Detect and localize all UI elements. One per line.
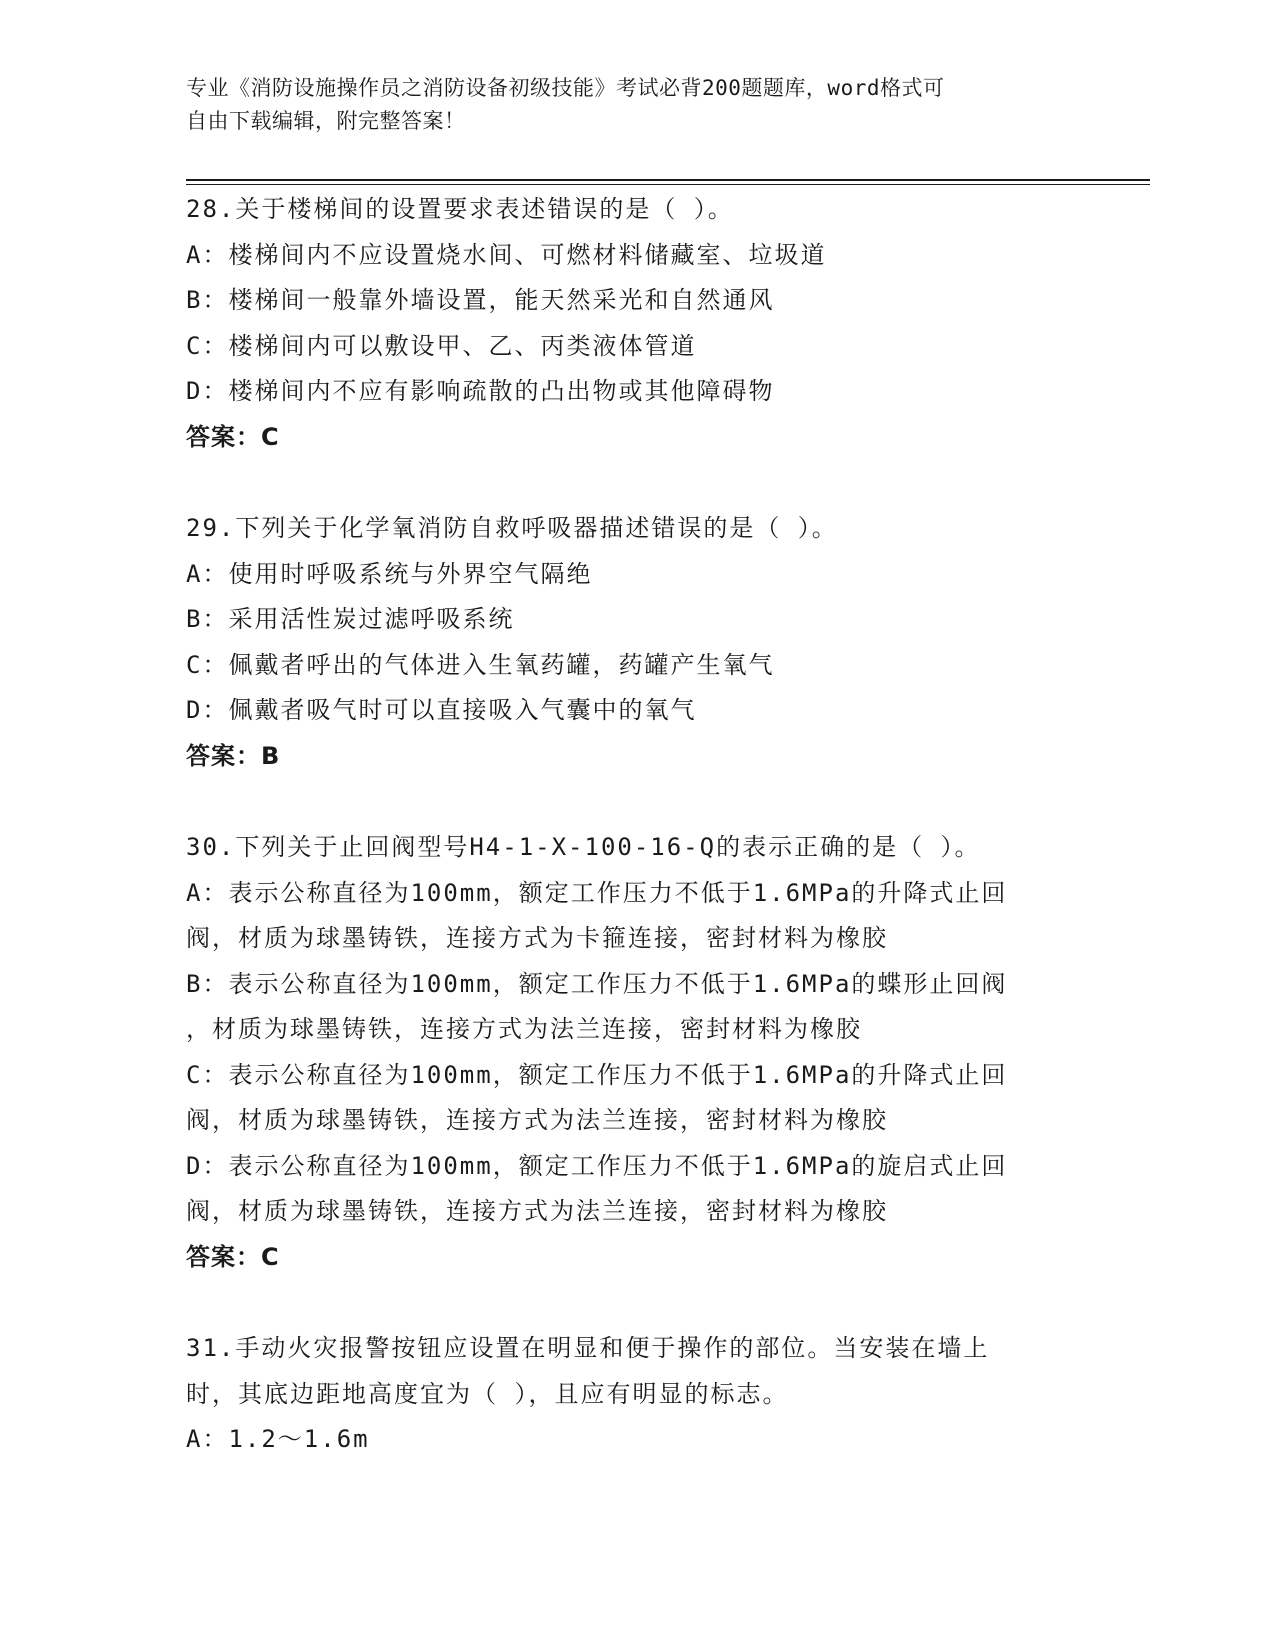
answer-option: B：楼梯间一般靠外墙设置，能天然采光和自然通风 [186,286,775,314]
question-block [186,825,1086,1280]
question-spacer [186,779,1086,825]
answer-option: ，材质为球墨铸铁，连接方式为法兰连接，密封材料为橡胶 [186,1015,862,1043]
header-line-2: 自由下载编辑，附完整答案！ [186,109,466,133]
question-block [186,187,1086,460]
answer-option: D：佩戴者吸气时可以直接吸入气囊中的氧气 [186,696,697,724]
answer-option: A：1.2～1.6m [186,1425,370,1453]
answer-option: 阀，材质为球墨铸铁，连接方式为卡箍连接，密封材料为橡胶 [186,924,888,952]
answer-option: 阀，材质为球墨铸铁，连接方式为法兰连接，密封材料为橡胶 [186,1197,888,1225]
answer-option: C：表示公称直径为100mm，额定工作压力不低于1.6MPa的升降式止回 [186,1060,1008,1089]
answer-option: A：楼梯间内不应设置烧水间、可燃材料储藏室、垃圾道 [186,240,827,269]
answer-option: D：楼梯间内不应有影响疏散的凸出物或其他障碍物 [186,377,775,405]
question-block [186,506,1086,779]
answer-key: 答案：B [186,741,281,770]
question-stem: 时，其底边距地高度宜为（ ），且应有明显的标志。 [186,1379,789,1408]
question-spacer [186,1280,1086,1326]
question-list [186,187,1086,1463]
question-stem: 30.下列关于止回阀型号H4-1-X-100-16-Q的表示正确的是（ ）。 [186,833,981,861]
question-stem: 29.下列关于化学氧消防自救呼吸器描述错误的是（ ）。 [186,514,838,542]
answer-option: A：表示公称直径为100mm，额定工作压力不低于1.6MPa的升降式止回 [186,878,1008,907]
header-line-1: 专业《消防设施操作员之消防设备初级技能》考试必背200题题库，word格式可 [186,76,945,100]
answer-key: 答案：C [186,422,280,451]
answer-option: 阀，材质为球墨铸铁，连接方式为法兰连接，密封材料为橡胶 [186,1106,888,1134]
answer-option: D：表示公称直径为100mm，额定工作压力不低于1.6MPa的旋启式止回 [186,1151,1008,1180]
answer-option: B：采用活性炭过滤呼吸系统 [186,605,515,633]
question-stem: 28.关于楼梯间的设置要求表述错误的是（ ）。 [186,195,734,223]
answer-key: 答案：C [186,1242,280,1271]
answer-option: C：佩戴者呼出的气体进入生氧药罐，药罐产生氧气 [186,650,775,679]
question-stem: 31.手动火灾报警按钮应设置在明显和便于操作的部位。当安装在墙上 [186,1334,990,1362]
answer-option: B：表示公称直径为100mm，额定工作压力不低于1.6MPa的蝶形止回阀 [186,969,1008,998]
header-divider-thick [186,179,1150,181]
question-block [186,1326,1086,1463]
question-spacer [186,460,1086,506]
document-header [186,72,1066,138]
answer-option: A：使用时呼吸系统与外界空气隔绝 [186,559,593,588]
header-divider-thin [186,184,1150,185]
answer-option: C：楼梯间内可以敷设甲、乙、丙类液体管道 [186,331,697,360]
